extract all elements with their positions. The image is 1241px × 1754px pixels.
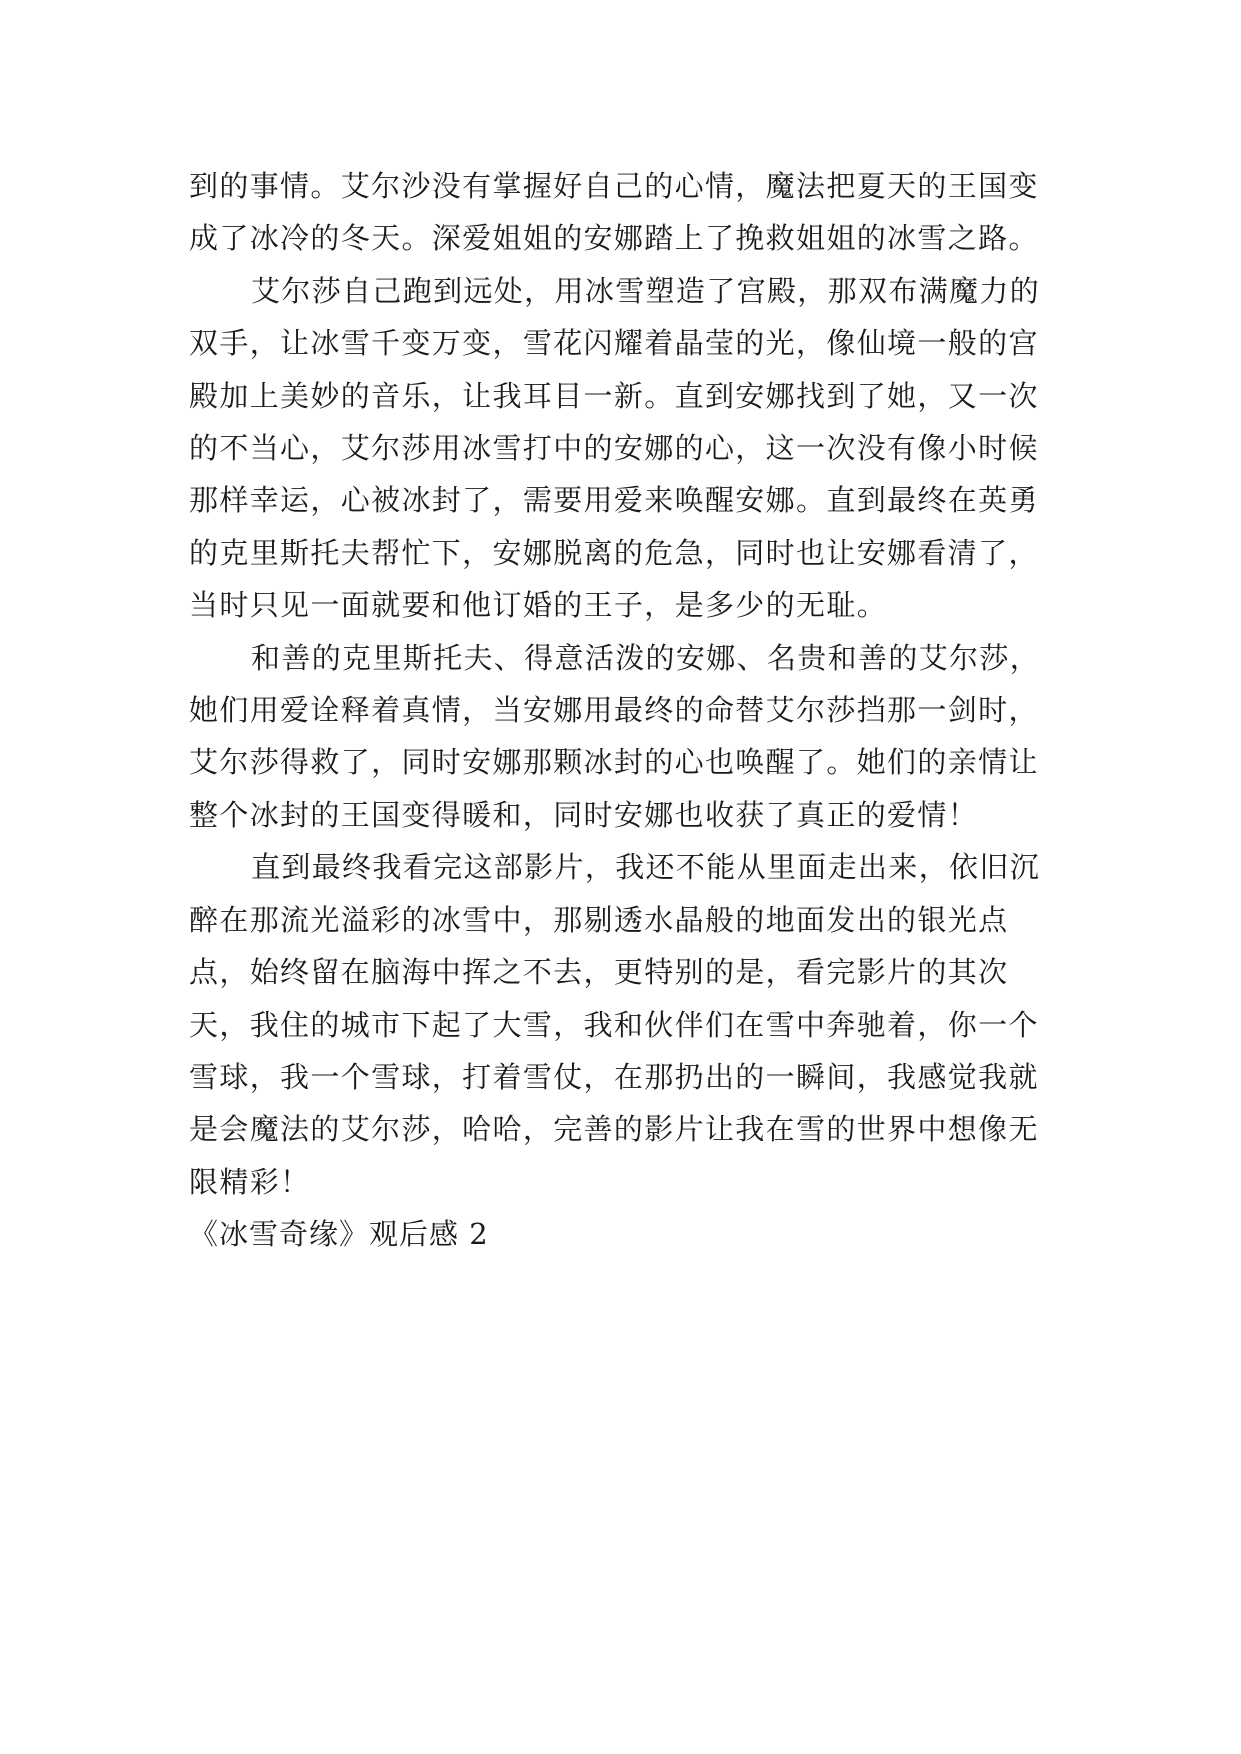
paragraph-continued: 到的事情。艾尔沙没有掌握好自己的心情，魔法把夏天的王国变成了冰冷的冬天。深爱姐姐的安娜踏上了挽救姐姐的冰雪之路。	[189, 169, 1039, 256]
document-body	[189, 160, 1059, 1261]
section-heading: 《冰雪奇缘》观后感 2	[189, 1217, 489, 1252]
paragraph-ice-palace: 艾尔莎自己跑到远处，用冰雪塑造了宫殿，那双布满魔力的双手，让冰雪千变万变，雪花闪耀着晶莹的光，像仙境一般的宫殿加上美妙的音乐，让我耳目一新。直到安娜找到了她，又一次的不当心，艾尔莎用冰雪打中的安娜的心，这一次没有像小时候那样幸运，心被冰封了，需要用爱来唤醒安娜。直到最终在英勇的克里斯托夫帮忙下，安娜脱离的危急，同时也让安娜看清了，当时只见一面就要和他订婚的王子，是多少的无耻。	[189, 273, 1041, 623]
paragraph-reflection: 直到最终我看完这部影片，我还不能从里面走出来，依旧沉醉在那流光溢彩的冰雪中，那剔透水晶般的地面发出的银光点点，始终留在脑海中挥之不去，更特别的是，看完影片的其次天，我住的城市下起了大雪，我和伙伴们在雪中奔驰着，你一个雪球，我一个雪球，打着雪仗，在那扔出的一瞬间，我感觉我就是会魔法的艾尔莎，哈哈，完善的影片让我在雪的世界中想像无限精彩！	[189, 850, 1041, 1199]
paragraph-sisterhood: 和善的克里斯托夫、得意活泼的安娜、名贵和善的艾尔莎，她们用爱诠释着真情，当安娜用最终的命替艾尔莎挡那一剑时，艾尔莎得救了，同时安娜那颗冰封的心也唤醒了。她们的亲情让整个冰封的王国变得暖和，同时安娜也收获了真正的爱情！	[189, 640, 1041, 832]
